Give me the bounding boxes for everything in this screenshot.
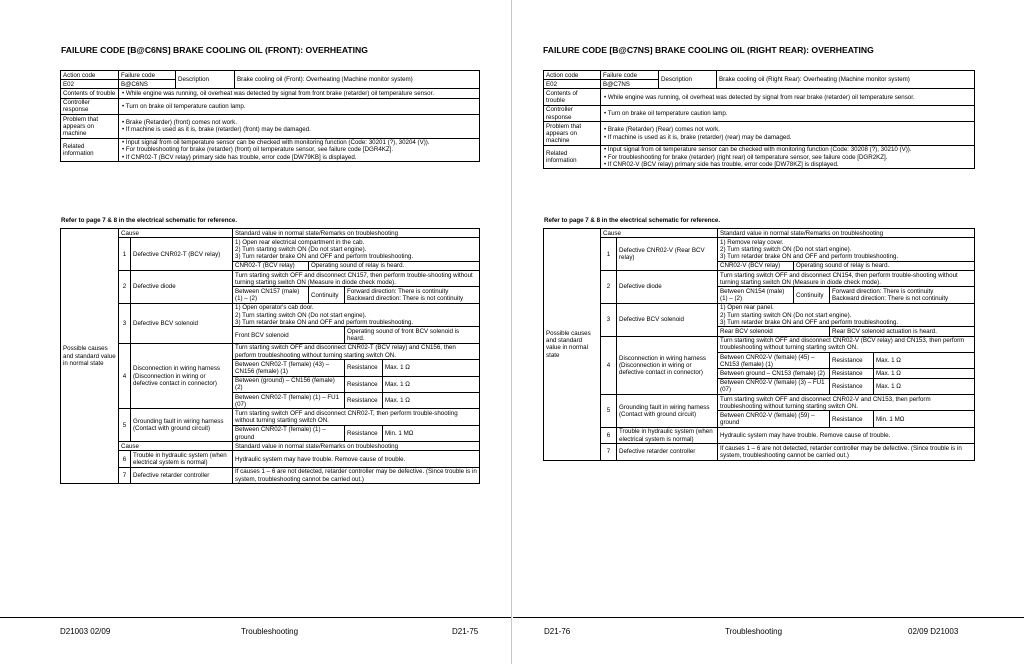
cause-name: Defective retarder controller	[131, 467, 233, 483]
footer-page-number: D21-76	[544, 627, 571, 636]
measure-between: Between CNR02-V (female) (3) – FU1 (07)	[718, 378, 830, 394]
cause-name: Trouble in hydraulic system (when electrical system is normal)	[617, 427, 718, 443]
measure-type: Resistance	[345, 425, 383, 441]
measure-type: Resistance	[830, 378, 874, 394]
measure-value: Max. 1 Ω	[874, 353, 975, 369]
standard-header: Standard value in normal state/Remarks on troubleshooting	[233, 442, 480, 451]
cause-number: 1	[119, 238, 131, 271]
cause-name: Defective CNR02-T (BCV relay)	[131, 238, 233, 271]
failure-code-label: Failure code	[601, 71, 659, 80]
procedure-text: Hydraulic system may have trouble. Remove cause of trouble.	[233, 451, 480, 467]
cause-number: 7	[601, 444, 617, 460]
cause-number: 5	[119, 409, 131, 442]
action-code-value: E02	[61, 80, 119, 89]
problem-label: Problem that appears on machine	[544, 122, 601, 146]
problem-label: Problem that appears on machine	[61, 115, 119, 139]
check-item: Rear BCV solenoid	[718, 327, 830, 336]
action-code-label: Action code	[544, 71, 601, 80]
measure-type: Resistance	[345, 376, 383, 392]
measure-value: Max. 1 Ω	[383, 360, 480, 376]
page-title: FAILURE CODE [B@C7NS] BRAKE COOLING OIL (RIGHT REAR): OVERHEATING	[543, 45, 874, 55]
cause-name: Defective diode	[617, 271, 718, 304]
standard-header: Standard value in normal state/Remarks on troubleshooting	[233, 229, 480, 238]
measure-mode: Continuity	[794, 287, 830, 303]
procedure-text: Turn starting switch OFF and disconnect CNR02-V (BCV relay) and CN153, then perform troubleshooting without turning starting switch ON.	[718, 336, 975, 352]
check-item: Front BCV solenoid	[233, 327, 345, 343]
procedure-steps: 1) Open rear panel. 2) Turn starting switch ON (Do not start engine). 3) Turn retarder brake ON and OFF and perform troubleshooting.	[718, 303, 975, 327]
measure-between: Between CN157 (male) (1) – (2)	[233, 287, 309, 303]
schematic-reference: Refer to page 7 & 8 in the electrical schematic for reference.	[61, 217, 238, 224]
possible-causes-label: Possible causes and standard value in normal state	[544, 229, 601, 461]
cause-name: Defective BCV solenoid	[131, 303, 233, 343]
footer-section: Troubleshooting	[725, 627, 783, 636]
footer-rule	[0, 617, 511, 618]
check-standard: Operating sound of relay is heard.	[309, 261, 480, 270]
description-label: Description	[176, 71, 235, 89]
cause-name: Defective diode	[131, 271, 233, 304]
contents-value: • While engine was running, oil overheat was detected by signal from front brake (retarder) oil temperature sensor.	[119, 89, 480, 98]
procedure-text: If causes 1 – 6 are not detected, retarder controller may be defective. (Since trouble is in system, troubleshooting cannot be carried out.)	[233, 467, 480, 483]
measure-type: Resistance	[345, 393, 383, 409]
controller-label: Controller response	[544, 105, 601, 121]
footer-page-number: D21-75	[452, 627, 479, 636]
measure-between: Between CNR02-T (female) (43) – CN156 (female) (1)	[233, 360, 345, 376]
page-divider	[511, 0, 512, 664]
measure-value: Max. 1 Ω	[383, 393, 480, 409]
schematic-reference: Refer to page 7 & 8 in the electrical schematic for reference.	[544, 217, 721, 224]
procedure-steps: 1) Open operator's cab door. 2) Turn starting switch ON (Do not start engine). 3) Turn retarder brake ON and OFF and perform troubleshooting.	[233, 303, 480, 327]
cause-number: 5	[601, 395, 617, 428]
page-title: FAILURE CODE [B@C6NS] BRAKE COOLING OIL (FRONT): OVERHEATING	[61, 45, 368, 55]
controller-label: Controller response	[61, 98, 119, 114]
procedure-text: Turn starting switch OFF and disconnect CN157, then perform trouble-shooting without turning starting switch ON (Measure in diode check mode).	[233, 271, 480, 287]
contents-label: Contents of trouble	[544, 89, 601, 105]
possible-causes-label: Possible causes and standard value in normal state	[61, 229, 119, 484]
cause-number: 1	[601, 238, 617, 271]
failure-info-table	[543, 70, 975, 169]
description-value: Brake cooling oil (Front): Overheating (Machine monitor system)	[235, 71, 480, 89]
check-item: CNR02-V (BCV relay)	[718, 261, 794, 270]
cause-number: 3	[601, 303, 617, 336]
measure-between: Between CNR02-T (female) (1) – FU1 (07)	[233, 393, 345, 409]
measure-mode: Continuity	[309, 287, 345, 303]
check-standard: Operating sound of relay is heard.	[794, 261, 975, 270]
procedure-text: Turn starting switch OFF and disconnect CNR02-T (BCV relay) and CN156, then perform troubleshooting without turning starting switch ON.	[233, 343, 480, 359]
right-page	[513, 0, 1024, 664]
failure-code-value: B@C7NS	[601, 80, 659, 89]
diode-result: Forward direction: There is continuity Backward direction: There is not continuity	[345, 287, 480, 303]
cause-name: Defective retarder controller	[617, 444, 718, 460]
procedure-steps: 1) Remove relay cover. 2) Turn starting switch ON (Do not start engine). 3) Turn retarder brake ON and OFF and perform troubleshooting.	[718, 238, 975, 262]
measure-type: Resistance	[830, 411, 874, 427]
cause-name: Grounding fault in wiring harness (Contact with ground circuit)	[617, 395, 718, 428]
measure-value: Max. 1 Ω	[874, 378, 975, 394]
cause-number: 2	[601, 271, 617, 304]
measure-type: Resistance	[830, 353, 874, 369]
cause-number: 6	[119, 451, 131, 467]
measure-value: Min. 1 MΩ	[383, 425, 480, 441]
controller-value: • Turn on brake oil temperature caution lamp.	[119, 98, 480, 114]
footer-rule	[513, 617, 1024, 618]
description-label: Description	[659, 71, 717, 89]
problem-value: • Brake (Retarder) (Rear) comes not work. • If machine is used as it is, brake (retarder) (rear) may be damaged.	[601, 122, 975, 146]
cause-name: Trouble in hydraulic system (when electrical system is normal)	[131, 451, 233, 467]
cause-name: Defective CNR02-V (Rear BCV relay)	[617, 238, 718, 271]
cause-name: Disconnection in wiring harness (Disconnection in wiring or defective contact in connector)	[131, 343, 233, 409]
measure-between: Between CNR02-V (female) (45) – CN153 (female) (1)	[718, 353, 830, 369]
cause-name: Disconnection in wiring harness (Disconnection in wiring or defective contact in connector)	[617, 336, 718, 394]
related-value: • Input signal from oil temperature sensor can be checked with monitoring function (Code: 30208 (?), 30210 (V)). • For troubleshooting for brake (retarder) (right rear) oil temperature sensor, see failure code [DGR2KZ]. • If CNR02-V (BCV relay) primary side has trouble, error code [DW78KZ] is displayed.	[601, 145, 975, 169]
related-value: • Input signal from oil temperature sensor can be checked with monitoring function (Code: 30201 (?), 30204 (V)). • For troubleshooting for brake (retarder) (front) oil temperature sensor, see failure code [DGR4KZ]. • If CNR02-T (BCV relay) primary side has trouble, error code [DW79KB] is displayed.	[119, 138, 480, 162]
measure-value: Max. 1 Ω	[383, 376, 480, 392]
cause-number: 4	[601, 336, 617, 394]
procedure-steps: 1) Open rear electrical compartment in the cab. 2) Turn starting switch ON (Do not start engine). 3) Turn retarder brake ON and OFF and perform troubleshooting.	[233, 238, 480, 262]
contents-label: Contents of trouble	[61, 89, 119, 98]
footer-section: Troubleshooting	[241, 627, 299, 636]
footer-doc-date: D21003 02/09	[60, 627, 111, 636]
cause-name: Grounding fault in wiring harness (Contact with ground circuit)	[131, 409, 233, 442]
cause-number: 2	[119, 271, 131, 304]
procedure-text: Turn starting switch OFF and disconnect CNR02-T, then perform trouble-shooting without turning starting switch ON.	[233, 409, 480, 425]
procedure-text: Hydraulic system may have trouble. Remove cause of trouble.	[718, 427, 975, 443]
standard-header: Standard value in normal state/Remarks on troubleshooting	[718, 229, 975, 238]
related-label: Related information	[544, 145, 601, 169]
action-code-label: Action code	[61, 71, 119, 80]
diode-result: Forward direction: There is continuity Backward direction: There is not continuity	[830, 287, 975, 303]
measure-between: Between CNR02-V (female) (59) – ground	[718, 411, 830, 427]
action-code-value: E02	[544, 80, 601, 89]
measure-type: Resistance	[345, 360, 383, 376]
cause-name: Defective BCV solenoid	[617, 303, 718, 336]
causes-table	[543, 228, 975, 461]
left-page	[0, 0, 511, 664]
procedure-text: Turn starting switch OFF and disconnect CNR02-V and CN153, then perform troubleshooting without turning starting switch ON.	[718, 395, 975, 411]
cause-number: 4	[119, 343, 131, 409]
problem-value: • Brake (Retarder) (front) comes not work. • If machine is used as it is, brake (retarder) (front) may be damaged.	[119, 115, 480, 139]
measure-value: Max. 1 Ω	[874, 369, 975, 378]
cause-header: Cause	[119, 229, 233, 238]
description-value: Brake cooling oil (Right Rear): Overheating (Machine monitor system)	[717, 71, 975, 89]
check-standard: Rear BCV solenoid actuation is heard.	[830, 327, 975, 336]
cause-number: 6	[601, 427, 617, 443]
cause-header: Cause	[601, 229, 718, 238]
related-label: Related information	[61, 138, 119, 162]
cause-number: 7	[119, 467, 131, 483]
footer-doc-date: 02/09 D21003	[908, 627, 959, 636]
controller-value: • Turn on brake oil temperature caution lamp.	[601, 105, 975, 121]
check-standard: Operating sound of front BCV solenoid is heard.	[345, 327, 480, 343]
contents-value: • While engine was running, oil overheat was detected by signal from rear brake (retarder) oil temperature sensor.	[601, 89, 975, 105]
failure-code-label: Failure code	[119, 71, 176, 80]
measure-between: Between CN154 (male) (1) – (2)	[718, 287, 794, 303]
measure-between: Between CNR02-T (female) (1) – ground	[233, 425, 345, 441]
measure-between: Between ground – CN153 (female) (2)	[718, 369, 830, 378]
check-item: CNR02-T (BCV relay)	[233, 261, 309, 270]
cause-number: 3	[119, 303, 131, 343]
causes-table	[60, 228, 480, 484]
failure-code-value: B@C6NS	[119, 80, 176, 89]
measure-value: Min. 1 MΩ	[874, 411, 975, 427]
measure-type: Resistance	[830, 369, 874, 378]
failure-info-table	[60, 70, 480, 162]
measure-between: Between (ground) – CN156 (female) (2)	[233, 376, 345, 392]
procedure-text: Turn starting switch OFF and disconnect CN154, then perform trouble-shooting without turning starting switch ON (Measure in diode check mode).	[718, 271, 975, 287]
procedure-text: If causes 1 – 6 are not detected, retarder controller may be defective. (Since trouble is in system, troubleshooting cannot be carried out.)	[718, 444, 975, 460]
cause-header: Cause	[119, 442, 233, 451]
